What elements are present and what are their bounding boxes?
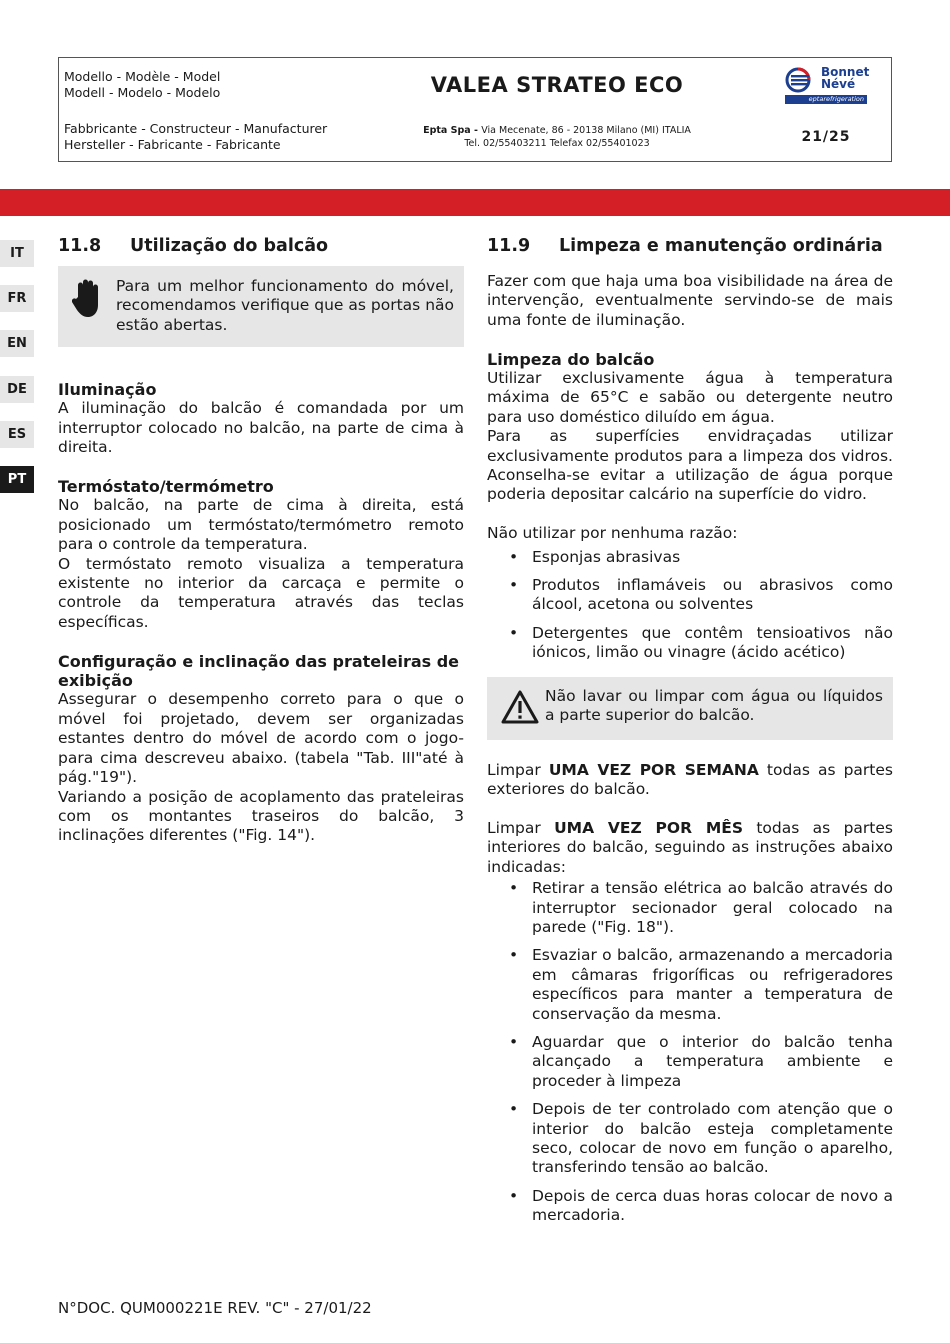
right-column <box>487 236 893 1226</box>
section-title: Utilização do balcão <box>130 236 329 256</box>
manufacturer-label-line2: Hersteller - Fabricante - Fabricante <box>64 137 281 152</box>
monthly-emphasis: UMA VEZ POR MÊS <box>554 818 744 837</box>
list-item: • Aguardar que o interior do balcão tenha alcançado a temperatura ambiente e proceder à limpeza <box>487 1033 893 1091</box>
document-title: VALEA STRATEO ECO <box>430 73 684 97</box>
warning-text: Não lavar ou limpar com água ou líquidos a parte superior do balcão. <box>545 686 883 725</box>
left-column <box>58 236 464 846</box>
monthly-steps-list <box>487 879 893 1226</box>
note-text: Para um melhor funcionamento do móvel, recomendamos verifique que as portas não estão abertas. <box>116 277 454 334</box>
section-title: Limpeza e manutenção ordinária <box>559 236 883 256</box>
thermostat-heading: Termóstato/termómetro <box>58 477 274 497</box>
cleaning-heading: Limpeza do balcão <box>487 349 655 369</box>
section-number: 11.8 <box>58 236 102 256</box>
shelves-text-2: Variando a posição de acoplamento das prateleiras com os montantes traseiros do balcão, 3 inclinações diferentes ("Fig. 14"). <box>58 787 464 845</box>
model-label-line2: Modell - Modelo - Modelo <box>64 85 221 100</box>
accent-band <box>0 189 950 216</box>
lighting-heading: Iluminação <box>58 380 157 399</box>
manufacturer-label-cell <box>59 112 353 161</box>
logo-cell <box>761 58 891 112</box>
company-address: Via Mecenate, 86 - 20138 Milano (MI) ITALIA <box>481 125 691 136</box>
warning-triangle-icon <box>500 687 545 730</box>
page-number: 21/25 <box>801 128 851 145</box>
warning-box <box>487 677 893 740</box>
monthly-post: todas as partes interiores do balcão, seguindo as instruções abaixo indicadas: <box>487 818 893 876</box>
note-box <box>58 266 464 347</box>
list-item: • Retirar a tensão elétrica ao balcão através do interruptor secionador geral colocado na parede ("Fig. 18"). <box>487 879 893 937</box>
lang-tab-es[interactable]: ES <box>0 421 34 448</box>
section-heading-11-9 <box>487 236 893 256</box>
address-line1 <box>353 125 761 138</box>
list-item: • Detergentes que contêm tensioativos não iónicos, limão ou vinagre (ácido acético) <box>487 624 893 663</box>
list-item: • Produtos inflamáveis ou abrasivos como álcool, acetona ou solventes <box>487 576 893 615</box>
list-item: • Depois de ter controlado com atenção que o interior do balcão esteja completamente seco, colocar de novo em função o aparelho, transferindo tensão ao balcão. <box>487 1100 893 1178</box>
lang-tab-it[interactable]: IT <box>0 240 34 267</box>
shelves-text-1: Assegurar o desempenho correto para o que o móvel foi projetado, devem ser organizadas estantes dentro do móvel de acordo com o jogo-para cima descreveu abaixo. (tabela "Tab. III"até à pág."19"). <box>58 690 464 787</box>
model-label-line1: Modello - Modèle - Model <box>64 69 221 84</box>
stop-hand-icon <box>72 277 116 324</box>
list-item: • Depois de cerca duas horas colocar de novo a mercadoria. <box>487 1187 893 1226</box>
list-item: • Esvaziar o balcão, armazenando a mercadoria em câmaras frigoríficas ou refrigeradores específicos para manter a temperatura de conservação da mesma. <box>487 946 893 1024</box>
model-label-cell <box>59 58 353 112</box>
company-phone: Tel. 02/55403211 Telefax 02/55401023 <box>464 137 650 149</box>
document-header <box>58 57 892 162</box>
never-use-list <box>487 548 893 663</box>
manufacturer-label-line1: Fabbricante - Constructeur - Manufacturer <box>64 121 328 136</box>
cleaning-text-2: Para as superfícies envidraçadas utilizar exclusivamente produtos para a limpeza dos vidros. Aconselha-se evitar a utilização de água porque poderia depositar calcário na superfície do vidro. <box>487 427 893 504</box>
thermostat-text-1: No balcão, na parte de cima à direita, está posicionado um termóstato/termómetro remoto para o controle da temperatura. <box>58 496 464 554</box>
weekly-cleaning-text <box>487 761 893 800</box>
list-item: • Esponjas abrasivas <box>487 548 893 567</box>
intro-text: Fazer com que haja uma boa visibilidade na área de intervenção, eventualmente servindo-se de mais uma fonte de iluminação. <box>487 272 893 329</box>
thermostat-text-2: O termóstato remoto visualiza a temperatura existente no interior da carcaça e permite o controle da temperatura através das teclas específicas. <box>58 554 464 631</box>
weekly-pre: Limpar <box>487 760 549 779</box>
lang-tab-pt[interactable]: PT <box>0 466 34 493</box>
logo-text-line1: Bonnet <box>821 65 870 79</box>
company-name: Epta Spa - <box>423 125 482 136</box>
document-number-footer: N°DOC. QUM000221E REV. "C" - 27/01/22 <box>58 1299 372 1317</box>
logo-text-line2: Névé <box>821 77 856 91</box>
section-number: 11.9 <box>487 236 531 256</box>
lang-tab-de[interactable]: DE <box>0 376 34 403</box>
lang-tab-fr[interactable]: FR <box>0 285 34 312</box>
lang-tab-en[interactable]: EN <box>0 330 34 357</box>
bonnet-neve-logo-icon <box>783 66 873 106</box>
weekly-post: todas as partes exteriores do balcão. <box>487 760 893 799</box>
weekly-emphasis: UMA VEZ POR SEMANA <box>548 760 759 779</box>
cleaning-text-1: Utilizar exclusivamente água à temperatura máxima de 65°C e sabão ou detergente neutro para uso doméstico diluído em água. <box>487 369 893 426</box>
monthly-pre: Limpar <box>487 818 555 837</box>
shelves-heading: Configuração e inclinação das prateleiras de exibição <box>58 651 460 691</box>
monthly-cleaning-text <box>487 819 893 877</box>
never-use-label: Não utilizar por nenhuma razão: <box>487 524 738 543</box>
lighting-text: A iluminação do balcão é comandada por um interruptor colocado no balcão, na parte de cima à direita. <box>58 399 464 457</box>
logo-subtitle: eptarefrigeration <box>785 95 867 104</box>
section-heading-11-8 <box>58 236 464 256</box>
address-cell <box>353 112 761 161</box>
